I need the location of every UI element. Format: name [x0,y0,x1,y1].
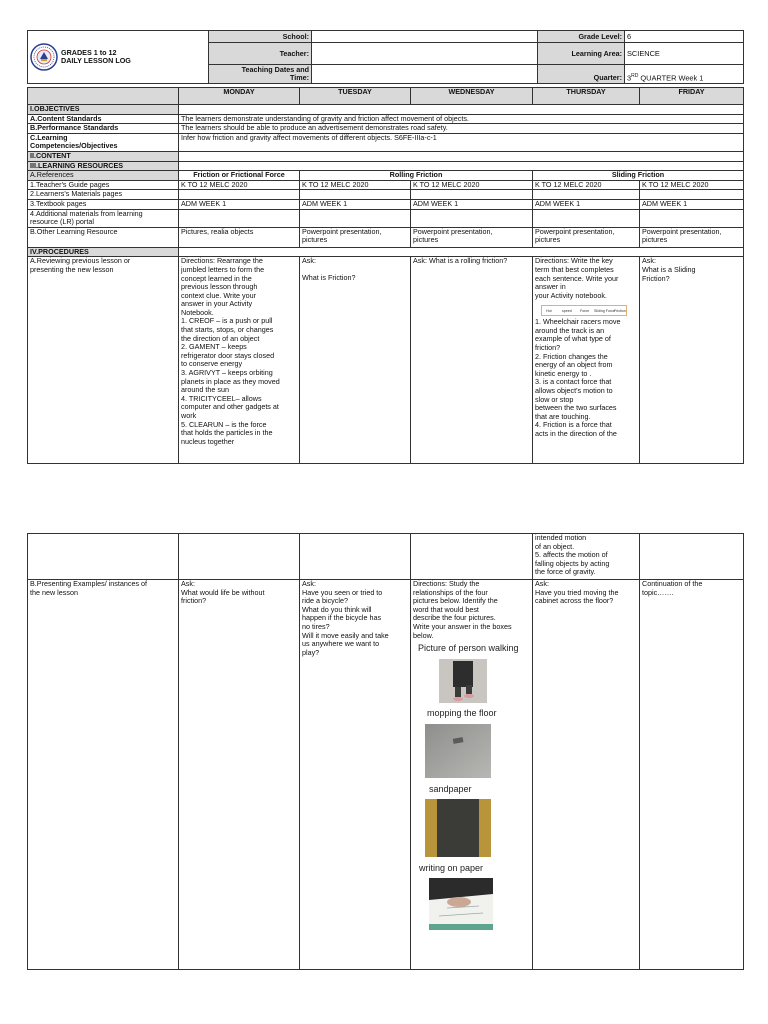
presenting-friday: Continuation of the topic……. [640,580,744,970]
caption-writing: writing on paper [419,862,484,873]
continued-friday [640,534,744,580]
presenting-monday: Ask: What would life be without friction? [179,580,300,970]
tg-thursday: K TO 12 MELC 2020 [533,180,640,190]
deped-seal-icon [30,43,58,71]
objectives-heading-blank [179,105,744,115]
review-tuesday [300,257,411,464]
review-label-line1: A.Reviewing previous lesson or [30,256,131,266]
dates-label [209,65,312,84]
tg-label: 1.Teacher's Guide pages [28,180,179,190]
word-bank-item: Hot [546,309,552,314]
teacher-value[interactable] [312,43,538,65]
other-resource-label: B.Other Learning Resource [28,227,179,247]
writing-on-paper-image [429,878,493,930]
quarter-text: QUARTER Week 1 [640,73,704,82]
competencies-label-line1: C.Learning [30,133,68,142]
textbook-thursday: ADM WEEK 1 [533,199,640,209]
review-label-line2: presenting the new lesson [30,264,114,274]
header-title-cell [28,31,209,84]
procedures-heading-blank [179,247,744,257]
word-bank-item: speed [562,309,572,314]
topic-monday: Friction or Frictional Force [179,171,300,181]
topic-rolling-friction: Rolling Friction [300,171,533,181]
day-tuesday: TUESDAY [300,88,411,105]
content-standards-label: A.Content Standards [28,114,179,124]
presenting-tuesday: Ask: Have you seen or tried to ride a bicycle? What do you think will happen if the bicycle has no tires? Will it move easily and take us anywhere we want to play? [300,580,411,970]
competencies-label [28,133,179,151]
caption-person-walking: Picture of person walking [418,643,519,654]
additional-wednesday [411,209,533,227]
presenting-thursday: Ask: Have you tried moving the cabinet across the floor? [533,580,640,970]
review-tuesday-ask: Ask: [302,256,316,266]
day-wednesday: WEDNESDAY [411,88,533,105]
textbook-tuesday: ADM WEEK 1 [300,199,411,209]
quarter-suffix: RD [631,72,639,79]
word-bank-strip [541,305,627,316]
lm-label: 2.Learners's Materials pages [28,190,179,200]
other-thursday: Powerpoint presentation, pictures [533,227,640,247]
continued-monday [179,534,300,580]
lm-tuesday [300,190,411,200]
lm-wednesday [411,190,533,200]
presenting-label-line1: B.Presenting Examples/ instances of [30,579,148,588]
lm-monday [179,190,300,200]
topic-sliding-friction: Sliding Friction [533,171,744,181]
school-label: School: [209,31,312,43]
tg-monday: K TO 12 MELC 2020 [179,180,300,190]
caption-mopping: mopping the floor [427,708,497,719]
review-thursday [533,257,640,464]
lm-thursday [533,190,640,200]
grade-value[interactable]: 6 [625,31,744,43]
content-heading-blank [179,151,744,161]
content-standards-text: The learners demonstrate understanding of gravity and friction affect movement of objects. [179,114,744,124]
header-table [27,30,744,84]
continued-tuesday [300,534,411,580]
area-label: Learning Area: [538,43,625,65]
review-monday: Directions: Rearrange the jumbled letters to form the concept learned in the previous lesson through context clue. Write your answer in your Activity Notebook. 1. CREOF – is a push or pull that starts, stops, or changes the direction of an object 2. GAMENT – keeps refrigerator door stays closed to conserve energy 3. AGRIVYT – keeps orbiting planets in place as they moved around the sun 4. TRICITYCEEL– allows computer and other gadgets at work 5. CLEARUN – is the force that holds the particles in the nucleus together [179,257,300,464]
word-bank-item: Sliding Force [594,309,615,314]
references-label: A.References [28,171,179,181]
corner-cell [28,88,179,105]
header-title-line2: DAILY LESSON LOG [61,56,131,65]
tg-wednesday: K TO 12 MELC 2020 [411,180,533,190]
additional-label-line2: resource (LR) portal [30,217,94,227]
presenting-label-line2: the new lesson [30,587,78,597]
dates-label-line1: Teaching Dates and [241,65,309,74]
review-wednesday: Ask: What is a rolling friction? [411,257,533,464]
review-friday: Ask: What is a Sliding Friction? [640,257,744,464]
day-monday: MONDAY [179,88,300,105]
other-friday: Powerpoint presentation, pictures [640,227,744,247]
caption-sandpaper: sandpaper [429,783,472,794]
sandpaper-image [425,799,491,857]
additional-label-line1: 4.Additional materials from learning [30,209,143,218]
performance-standards-label: B.Performance Standards [28,124,179,134]
lm-friday [640,190,744,200]
additional-tuesday [300,209,411,227]
other-tuesday: Powerpoint presentation, pictures [300,227,411,247]
walking-feet-image [439,659,487,703]
continued-thursday: intended motion of an object. 5. affects the motion of falling objects by acting the force of gravity. [533,534,640,580]
additional-friday [640,209,744,227]
lesson-log-table-continued [27,533,744,970]
quarter-value[interactable] [625,65,744,84]
area-value[interactable]: SCIENCE [625,43,744,65]
textbook-friday: ADM WEEK 1 [640,199,744,209]
grade-label: Grade Level: [538,31,625,43]
lesson-log-table [27,87,744,464]
dates-label-line2: Time: [289,73,309,82]
additional-monday [179,209,300,227]
resources-heading-blank [179,161,744,171]
textbook-monday: ADM WEEK 1 [179,199,300,209]
teacher-label: Teacher: [209,43,312,65]
competencies-text: Infer how friction and gravity affect movements of different objects. S6FE-IIIa-c-1 [179,133,744,151]
word-bank-item: Friction [614,309,626,314]
mopping-floor-image [425,724,491,778]
word-bank-item: Force [580,309,590,314]
review-thursday-directions: Directions: Write the key term that best completes each sentence. Write your answer in your Activity notebook. [535,256,619,300]
presenting-wednesday [411,580,533,970]
competencies-label-line2: Competencies/Objectives [30,141,118,151]
procedures-heading: IV.PROCEDURES [28,247,179,257]
other-wednesday: Powerpoint presentation, pictures [411,227,533,247]
quarter-number: 3 [627,73,632,82]
additional-materials-label [28,209,179,227]
quarter-label: Quarter: [538,65,625,84]
textbook-wednesday: ADM WEEK 1 [411,199,533,209]
review-tuesday-question: What is Friction? [302,272,356,282]
continued-wednesday [411,534,533,580]
review-thursday-questions: 1. Wheelchair racers move around the track is an example of what type of friction? 2. Friction changes the energy of an object from kinetic energy to . 3. is a contact force that allows object's motion to slow or stop between the two surfaces that are touching. 4. Friction is a force that acts in the direction of the [535,317,621,438]
continued-label [28,534,179,580]
day-thursday: THURSDAY [533,88,640,105]
resources-heading: III.LEARNING RESOURCES [28,161,179,171]
performance-standards-text: The learners should be able to produce an advertisement demonstrates road safety. [179,124,744,134]
dates-value[interactable] [312,65,538,84]
other-monday: Pictures, realia objects [179,227,300,247]
textbook-label: 3.Textbook pages [28,199,179,209]
school-value[interactable] [312,31,538,43]
header-title-line1: GRADES 1 to 12 [61,48,117,57]
tg-tuesday: K TO 12 MELC 2020 [300,180,411,190]
tg-friday: K TO 12 MELC 2020 [640,180,744,190]
day-friday: FRIDAY [640,88,744,105]
review-lesson-label [28,257,179,464]
presenting-wednesday-directions: Directions: Study the relationships of the four pictures below. Identify the word that would best describe the four pictures. Write your answer in the boxes below. [413,579,512,640]
additional-thursday [533,209,640,227]
objectives-heading: I.OBJECTIVES [28,105,179,115]
content-heading: II.CONTENT [28,151,179,161]
presenting-examples-label [28,580,179,970]
